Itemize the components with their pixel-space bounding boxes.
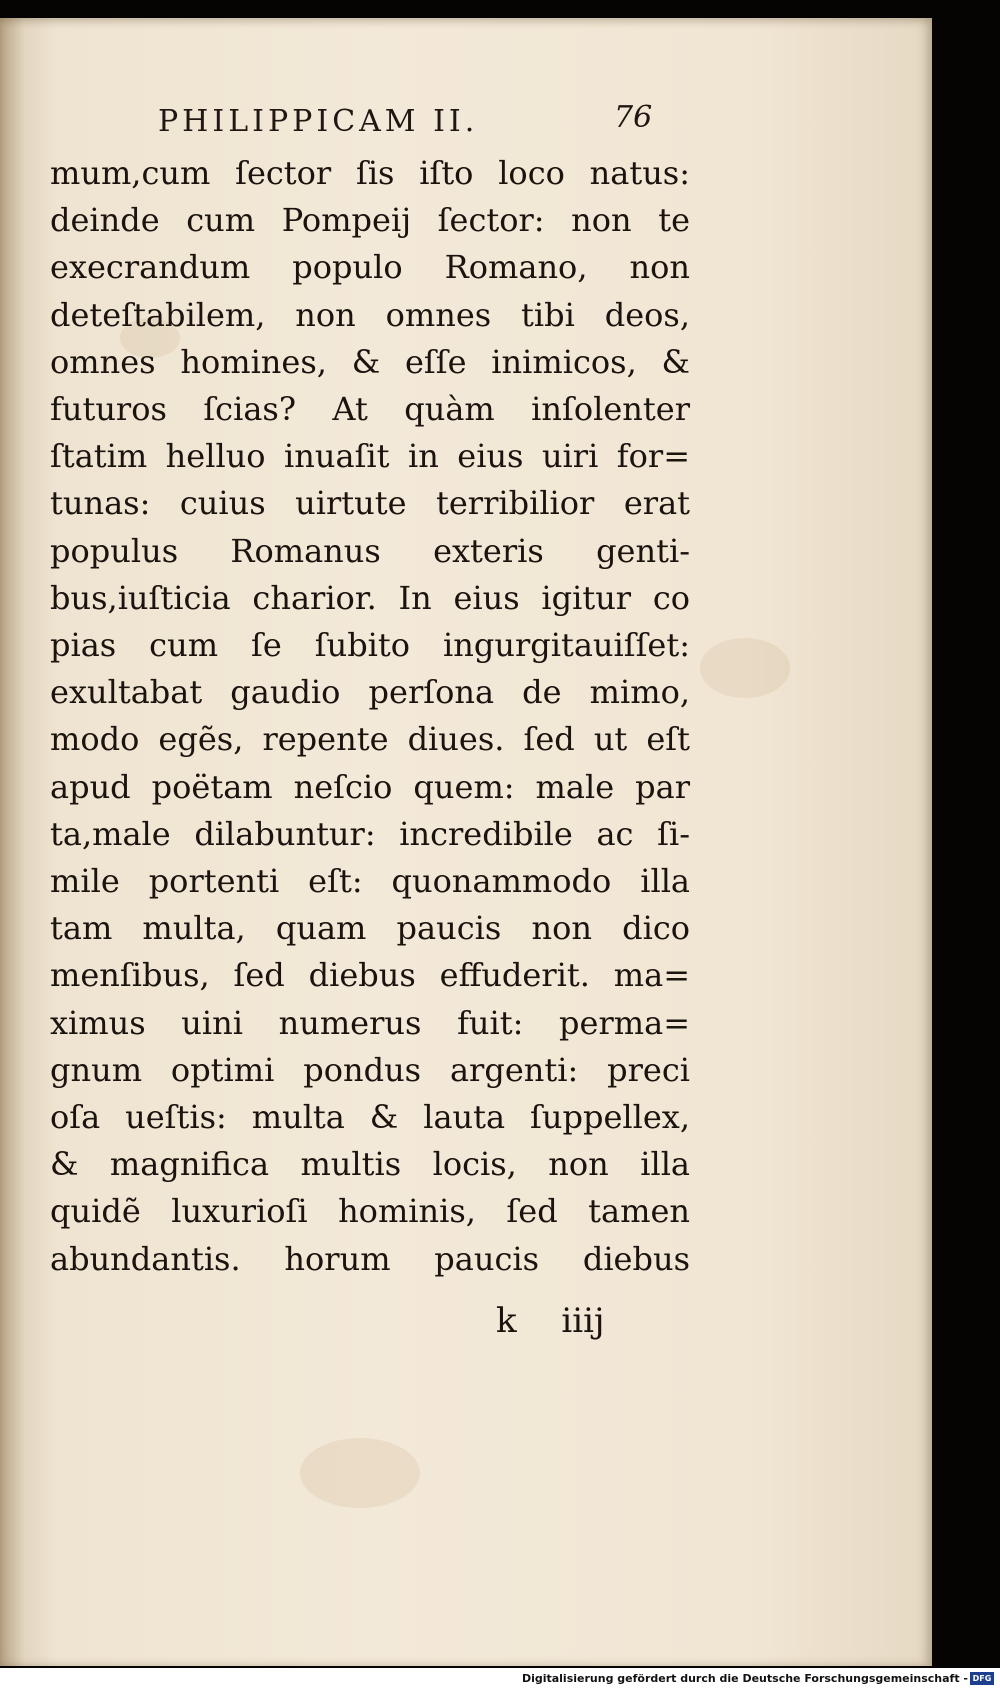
text-line: deinde cum Pompeij ſector: non te (50, 201, 690, 240)
text-line: quidẽ luxurioſi hominis, ſed tamen (50, 1192, 690, 1231)
text-line: oſa ueſtis: multa & lauta ſuppellex, (50, 1098, 690, 1137)
text-line: ta,male dilabuntur: incredibile ac ſi- (50, 814, 690, 853)
text-line: menſibus, ſed diebus effuderit. ma= (50, 956, 690, 995)
text-line: apud poëtam neſcio quem: male par (50, 767, 690, 806)
text-line: & magnifica multis locis, non illa (50, 1145, 690, 1184)
text-line: exultabat gaudio perſona de mimo, (50, 673, 690, 712)
funding-credit: Digitalisierung gefördert durch die Deutsche Forschungsgemeinschaft - (521, 1672, 968, 1685)
text-line: omnes homines, & eſſe inimicos, & (50, 342, 690, 381)
text-line: deteſtabilem, non omnes tibi deos, (50, 295, 690, 334)
text-line: abundantis. horum paucis diebus (50, 1239, 690, 1278)
running-head: PHILIPPICAM II. (158, 104, 479, 139)
text-line: execrandum populo Romano, non (50, 248, 690, 287)
text-line: mum,cum ſector ſis iſto loco natus: (50, 154, 690, 192)
book-page (0, 18, 932, 1666)
folio-number: 76 (614, 100, 653, 135)
signature-mark: k iiij (496, 1301, 605, 1341)
text-line: tam multa, quam paucis non dico (50, 909, 690, 948)
text-line: pias cum ſe ſubito ingurgitauiſſet: (50, 626, 690, 665)
text-line: futuros ſcias? At quàm inſolenter (50, 390, 690, 429)
text-line: ſtatim helluo inuaſit in eius uiri for= (50, 437, 690, 476)
text-line: populus Romanus exteris genti- (50, 531, 690, 570)
text-line: ximus uini numerus fuit: perma= (50, 1003, 690, 1042)
text-line: bus,iuſticia charior. In eius igitur co (50, 578, 690, 617)
text-line: tunas: cuius uirtute terribilior erat (50, 484, 690, 523)
body-text (50, 150, 710, 1283)
foxing-spot (700, 638, 790, 698)
text-line: mile portenti eſt: quonammodo illa (50, 862, 690, 901)
text-line: gnum optimi pondus argenti: preci (50, 1050, 690, 1089)
digitization-footer (0, 1668, 1000, 1690)
page-header (158, 100, 658, 154)
text-line: modo egẽs, repente diues. ſed ut eſt (50, 720, 690, 759)
foxing-spot (300, 1438, 420, 1508)
dfg-logo: DFG (970, 1672, 994, 1685)
